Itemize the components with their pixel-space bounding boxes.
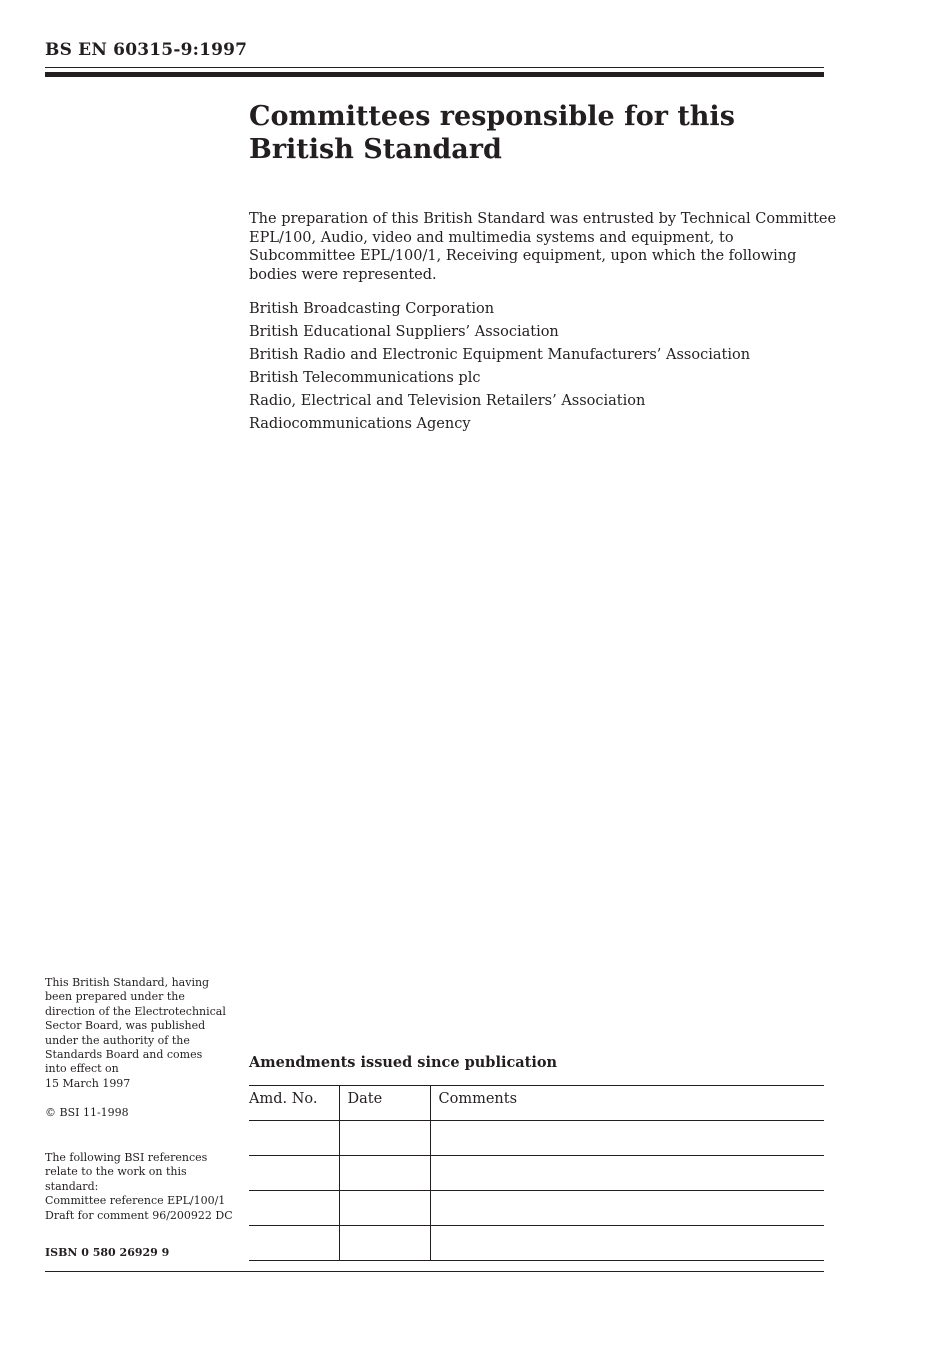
table-row	[249, 1156, 824, 1191]
bsi-references-line: Draft for comment 96/200922 DC	[45, 1208, 233, 1222]
publication-note-line: 15 March 1997	[45, 1076, 131, 1090]
list-item: British Broadcasting Corporation	[249, 301, 495, 317]
footer-rule	[45, 1271, 824, 1272]
bsi-references-line: Committee reference EPL/100/1	[45, 1194, 226, 1208]
table-cell	[430, 1156, 824, 1191]
publication-note-line: This British Standard, having	[45, 976, 210, 989]
list-item: Radiocommunications Agency	[249, 416, 471, 432]
list-item: British Radio and Electronic Equipment Manufacturers’ Association	[249, 347, 751, 363]
bsi-references	[45, 1151, 245, 1223]
table-cell	[430, 1191, 824, 1226]
represented-bodies-list	[249, 298, 750, 436]
table-cell	[339, 1121, 430, 1156]
copyright-notice: © BSI 11-1998	[45, 1106, 129, 1119]
publication-note-line: direction of the Electrotechnical	[45, 1004, 226, 1018]
amendments-heading: Amendments issued since publication	[249, 1054, 558, 1071]
column-header-comments: Comments	[430, 1086, 824, 1121]
table-header-row	[249, 1086, 824, 1121]
bsi-references-line: relate to the work on this	[45, 1165, 187, 1179]
table-row	[249, 1191, 824, 1226]
table-cell	[430, 1121, 824, 1156]
publication-note-line: under the authority of the	[45, 1033, 190, 1047]
publication-note-line: Standards Board and comes	[45, 1048, 203, 1062]
page-title-line-2: British Standard	[249, 134, 502, 165]
amendments-table	[249, 1085, 824, 1261]
publication-note	[45, 976, 245, 1091]
column-header-date: Date	[339, 1086, 430, 1121]
list-item: British Educational Suppliers’ Association	[249, 324, 559, 340]
table-cell	[249, 1121, 339, 1156]
intro-paragraph: The preparation of this British Standard was entrusted by Technical Committee EPL/100, Audio, video and multimedia systems and equipment, to Subcommittee EPL/100/1, Receiving equipment, upon which the following bodies were represented.	[249, 211, 837, 283]
table-cell	[339, 1191, 430, 1226]
header-rule-thick	[45, 72, 824, 77]
list-item: British Telecommunications plc	[249, 370, 481, 386]
publication-note-line: been prepared under the	[45, 990, 185, 1004]
table-row	[249, 1226, 824, 1261]
table-cell	[249, 1191, 339, 1226]
publication-note-line: Sector Board, was published	[45, 1019, 206, 1033]
bsi-references-line: The following BSI references	[45, 1151, 208, 1164]
table-cell	[339, 1156, 430, 1191]
column-header-amd-no: Amd. No.	[249, 1086, 339, 1121]
table-cell	[249, 1226, 339, 1261]
list-item: Radio, Electrical and Television Retailers’ Association	[249, 393, 646, 409]
table-row	[249, 1121, 824, 1156]
page-title	[249, 100, 809, 166]
table-cell	[249, 1156, 339, 1191]
isbn: ISBN 0 580 26929 9	[45, 1246, 170, 1259]
bsi-references-line: standard:	[45, 1179, 99, 1193]
table-cell	[430, 1226, 824, 1261]
table-cell	[339, 1226, 430, 1261]
publication-note-line: into effect on	[45, 1062, 119, 1076]
header-rule-thin	[45, 67, 824, 68]
document-id: BS EN 60315-9:1997	[45, 40, 248, 60]
page-title-line-1: Committees responsible for this	[249, 101, 735, 132]
